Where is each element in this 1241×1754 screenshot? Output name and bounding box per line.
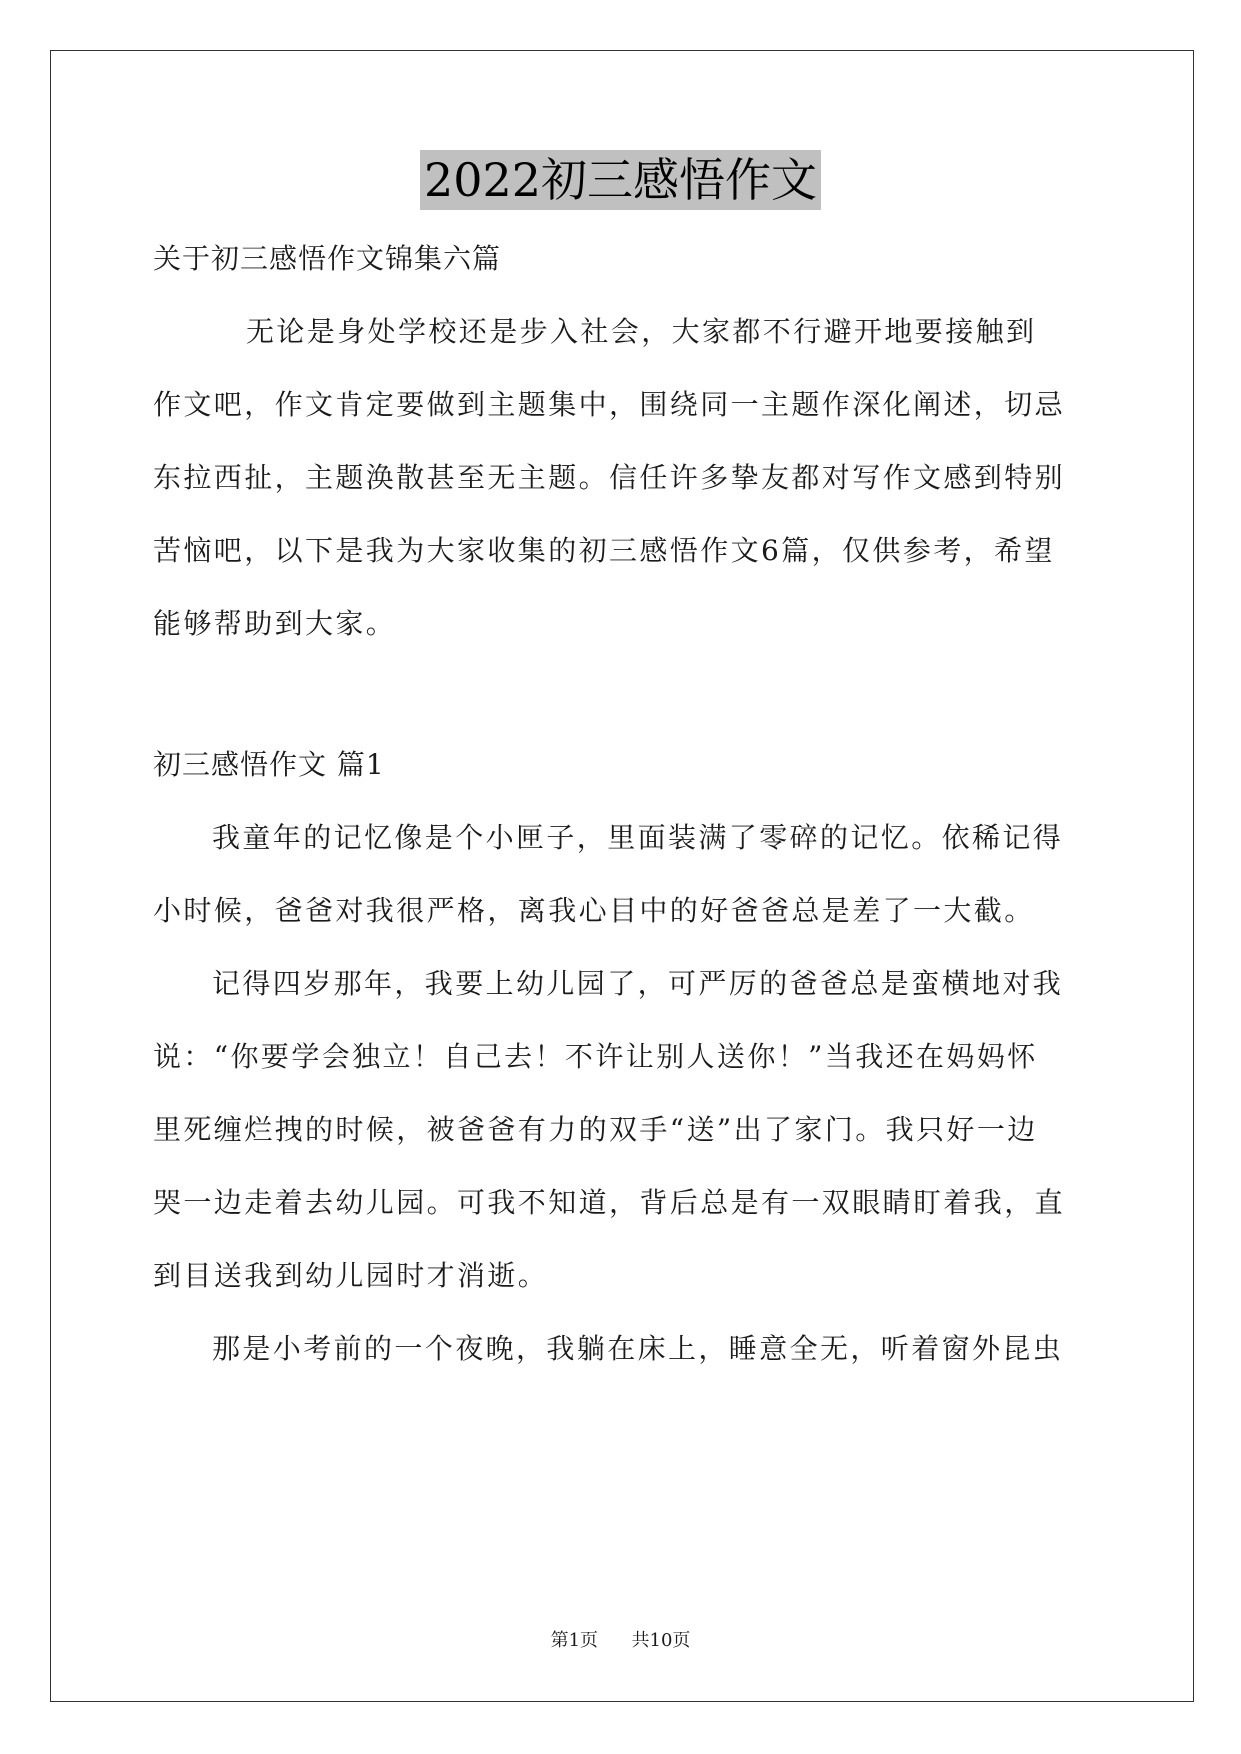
page-number: 第1页	[550, 1630, 599, 1651]
intro-line: 无论是身处学校还是步入社会，大家都不行避开地要接触到	[246, 315, 1037, 348]
intro-line: 苦恼吧，以下是我为大家收集的初三感悟作文6篇，仅供参考，希望	[153, 534, 1055, 567]
document-subtitle: 关于初三感悟作文锦集六篇	[153, 242, 502, 275]
body-line: 记得四岁那年，我要上幼儿园了，可严厉的爸爸总是蛮横地对我	[212, 967, 1064, 1000]
body-line: 到目送我到幼儿园时才消逝。	[153, 1259, 549, 1292]
intro-line: 作文吧，作文肯定要做到主题集中，围绕同一主题作深化阐述，切忌	[153, 388, 1066, 421]
body-line: 小时候，爸爸对我很严格，离我心目中的好爸爸总是差了一大截。	[153, 894, 1035, 927]
intro-line: 东拉西扯，主题涣散甚至无主题。信任许多挚友都对写作文感到特别	[153, 461, 1066, 494]
document-title: 2022初三感悟作文	[420, 150, 821, 210]
body-line: 说：“你要学会独立！自己去！不许让别人送你！”当我还在妈妈怀	[153, 1040, 1038, 1073]
body-line: 里死缠烂拽的时候，被爸爸有力的双手“送”出了家门。我只好一边	[153, 1113, 1038, 1146]
total-pages: 共10页	[631, 1630, 691, 1651]
section-heading: 初三感悟作文 篇1	[153, 748, 385, 781]
intro-line: 能够帮助到大家。	[153, 607, 397, 640]
page-border	[50, 50, 1194, 1702]
body-line: 那是小考前的一个夜晚，我躺在床上，睡意全无，听着窗外昆虫	[212, 1332, 1064, 1365]
body-line: 哭一边走着去幼儿园。可我不知道，背后总是有一双眼睛盯着我，直	[153, 1186, 1066, 1219]
body-line: 我童年的记忆像是个小匣子，里面装满了零碎的记忆。依稀记得	[212, 821, 1064, 854]
page-footer	[0, 1629, 1241, 1653]
title-container	[0, 150, 1241, 210]
